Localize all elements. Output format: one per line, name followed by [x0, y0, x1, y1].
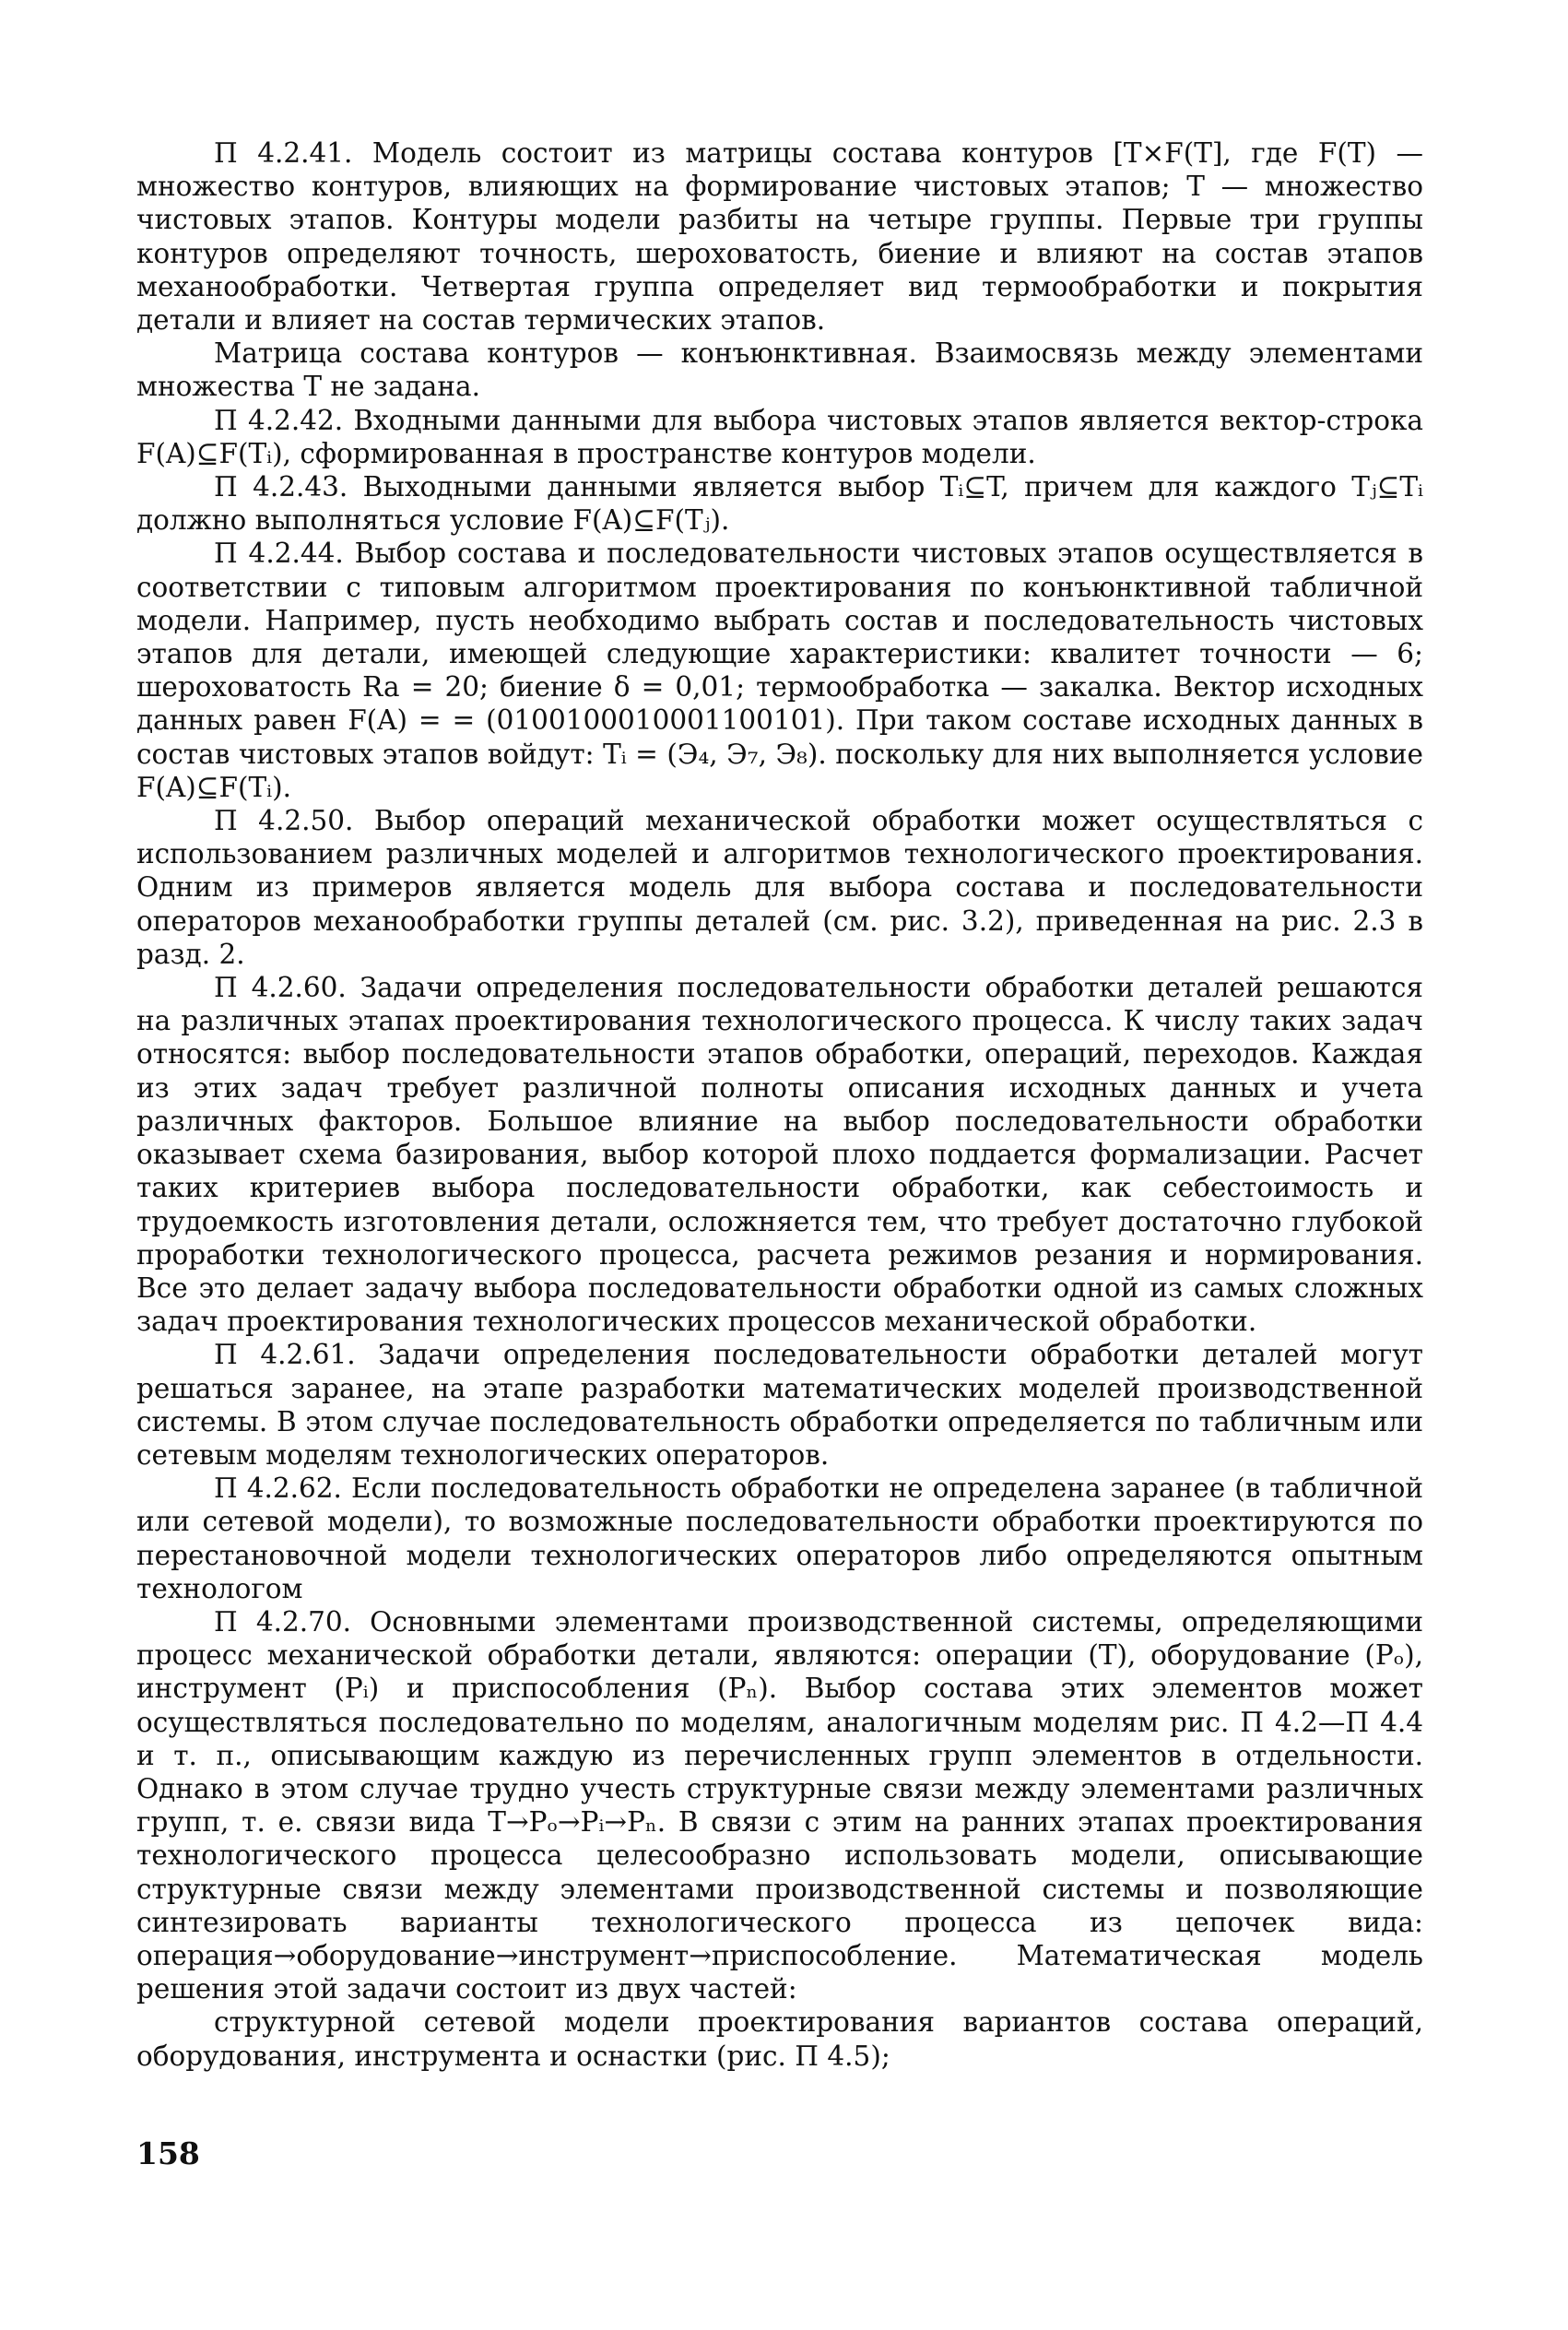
paragraph-4-2-43: П 4.2.43. Выходными данными является выбор Tᵢ⊆T, причем для каждого Tⱼ⊆Tᵢ должно выполняться условие F(A)⊆F(Tⱼ).: [136, 471, 1423, 537]
paragraph-4-2-42: П 4.2.42. Входными данными для выбора чистовых этапов является вектор-строка F(A)⊆F(Tᵢ), сформированная в пространстве контуров модели.: [136, 404, 1423, 469]
paragraph-4-2-62: П 4.2.62. Если последовательность обработки не определена заранее (в табличной или сетевой модели), то возможные последовательности обработки проектируются по перестановочной модели технологических операторов либо определяются опытным технологом: [136, 1473, 1423, 1604]
paragraph-4-2-44: П 4.2.44. Выбор состава и последовательности чистовых этапов осуществляется в соответствии с типовым алгоритмом проектирования по конъюнктивной табличной модели. Например, пусть необходимо выбрать состав и последовательность чистовых этапов для детали, имеющей следующие характеристики: квалитет точности — 6; шероховатость Ra = 20; биение δ = 0,01; термообработка — закалка. Вектор исходных данных равен F(A) = = (0100100010001100101). При таком составе исходных данных в состав чистовых этапов войдут: Tᵢ = (Э₄, Э₇, Э₈). поскольку для них выполняется условие F(A)⊆F(Tᵢ).: [136, 538, 1423, 803]
paragraph-structural-network-model: структурной сетевой модели проектирования вариантов состава операций, оборудования, инструмента и оснастки (рис. П 4.5);: [136, 2006, 1423, 2072]
page-number: 158: [136, 2135, 200, 2171]
paragraph-4-2-60: П 4.2.60. Задачи определения последовательности обработки деталей решаются на различных этапах проектирования технологического процесса. К числу таких задач относятся: выбор последовательности этапов обработки, операций, переходов. Каждая из этих задач требует различной полноты описания исходных данных и учета различных факторов. Большое влияние на выбор последовательности обработки оказывает схема базирования, выбор которой плохо поддается формализации. Расчет таких критериев выбора последовательности обработки, как себестоимость и трудоемкость изготовления детали, осложняется тем, что требует достаточно глубокой проработки технологического процесса, расчета режимов резания и нормирования. Все это делает задачу выбора последовательности обработки одной из самых сложных задач проектирования технологических процессов механической обработки.: [136, 972, 1423, 1338]
paragraph-4-2-50: П 4.2.50. Выбор операций механической обработки может осуществляться с использованием различных моделей и алгоритмов технологического проектирования. Одним из примеров является модель для выбора состава и последовательности операторов механообработки группы деталей (см. рис. 3.2), приведенная на рис. 2.3 в разд. 2.: [136, 805, 1423, 970]
paragraph-4-2-41: П 4.2.41. Модель состоит из матрицы состава контуров [T×F(T], где F(T) — множество контуров, влияющих на формирование чистовых этапов; T — множество чистовых этапов. Контуры модели разбиты на четыре группы. Первые три группы контуров определяют точность, шероховатость, биение и влияют на состав этапов механообработки. Четвертая группа определяет вид термообработки и покрытия детали и влияет на состав термических этапов.: [136, 137, 1423, 337]
paragraph-4-2-61: П 4.2.61. Задачи определения последовательности обработки деталей могут решаться заранее, на этапе разработки математических моделей производственной системы. В этом случае последовательность обработки определяется по табличным или сетевым моделям технологических операторов.: [136, 1339, 1423, 1471]
paragraph-4-2-70: П 4.2.70. Основными элементами производственной системы, определяющими процесс механической обработки детали, являются: операции (T), оборудование (Pₒ), инструмент (Pᵢ) и приспособления (Pₙ). Выбор состава этих элементов может осуществляться последовательно по моделям, аналогичным моделям рис. П 4.2—П 4.4 и т. п., описывающим каждую из перечисленных групп элементов в отдельности. Однако в этом случае трудно учесть структурные связи между элементами различных групп, т. е. связи вида T→Pₒ→Pᵢ→Pₙ. В связи с этим на ранних этапах проектирования технологического процесса целесообразно использовать модели, описывающие структурные связи между элементами производственной системы и позволяющие синтезировать варианты технологического процесса из цепочек вида: операция→оборудование→инструмент→приспособление. Математическая модель решения этой задачи состоит из двух частей:: [136, 1605, 1423, 2005]
page-body: [136, 136, 1423, 2073]
paragraph-matrix-conjunctive: Матрица состава контуров — конъюнктивная. Взаимосвязь между элементами множества T не задана.: [136, 337, 1423, 403]
